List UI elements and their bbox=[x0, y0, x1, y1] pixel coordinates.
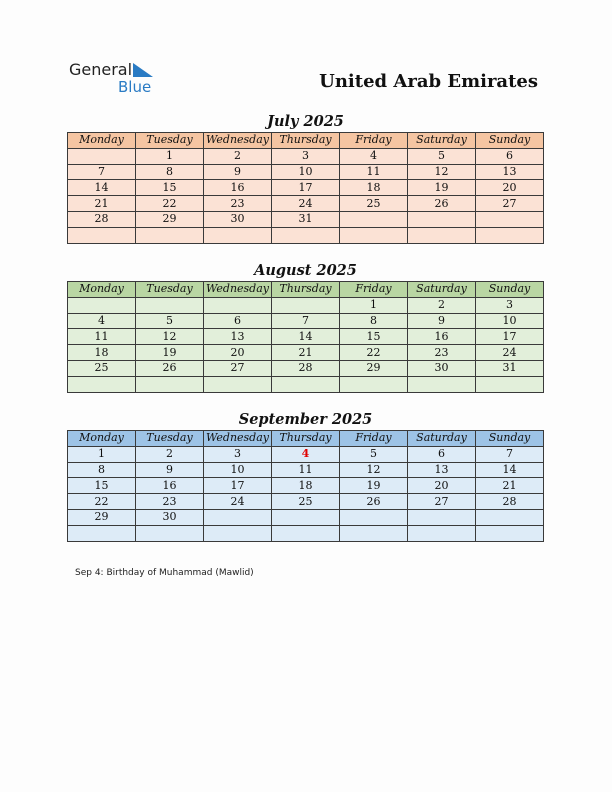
weekday-header: Friday bbox=[340, 133, 408, 149]
day-cell: 12 bbox=[408, 164, 476, 180]
day-cell: 24 bbox=[476, 345, 544, 361]
week-row bbox=[68, 329, 544, 345]
day-cell: 13 bbox=[408, 462, 476, 478]
week-row bbox=[68, 164, 544, 180]
weekday-header: Sunday bbox=[476, 282, 544, 298]
day-cell bbox=[68, 148, 136, 164]
day-cell: 17 bbox=[476, 329, 544, 345]
day-cell: 2 bbox=[204, 148, 272, 164]
day-cell bbox=[204, 525, 272, 541]
day-cell: 17 bbox=[204, 478, 272, 494]
day-cell: 29 bbox=[136, 211, 204, 227]
weekday-header: Friday bbox=[340, 431, 408, 447]
day-cell: 27 bbox=[204, 360, 272, 376]
day-cell: 10 bbox=[272, 164, 340, 180]
day-cell: 14 bbox=[476, 462, 544, 478]
day-cell: 13 bbox=[476, 164, 544, 180]
weekday-header: Thursday bbox=[272, 431, 340, 447]
week-row bbox=[68, 211, 544, 227]
day-cell: 19 bbox=[340, 478, 408, 494]
week-row bbox=[68, 345, 544, 361]
country-title: United Arab Emirates bbox=[319, 71, 538, 92]
day-cell bbox=[204, 297, 272, 313]
day-cell bbox=[408, 525, 476, 541]
day-cell: 30 bbox=[136, 509, 204, 525]
day-cell: 1 bbox=[136, 148, 204, 164]
holiday-day-cell: 4 bbox=[272, 446, 340, 462]
day-cell bbox=[68, 376, 136, 392]
weekday-header: Tuesday bbox=[136, 282, 204, 298]
day-cell bbox=[272, 525, 340, 541]
day-cell bbox=[340, 509, 408, 525]
weekday-header: Monday bbox=[68, 282, 136, 298]
day-cell: 9 bbox=[204, 164, 272, 180]
day-cell bbox=[340, 376, 408, 392]
day-cell: 9 bbox=[408, 313, 476, 329]
day-cell: 22 bbox=[68, 494, 136, 510]
day-cell: 18 bbox=[340, 180, 408, 196]
weekday-header: Saturday bbox=[408, 282, 476, 298]
weekday-header: Wednesday bbox=[204, 133, 272, 149]
day-cell: 8 bbox=[68, 462, 136, 478]
generalblue-logo bbox=[69, 60, 169, 96]
day-cell bbox=[204, 509, 272, 525]
day-cell: 2 bbox=[136, 446, 204, 462]
calendar-table bbox=[67, 132, 544, 244]
day-cell: 25 bbox=[340, 196, 408, 212]
week-row bbox=[68, 525, 544, 541]
day-cell: 4 bbox=[68, 313, 136, 329]
month-september bbox=[67, 410, 544, 542]
week-row bbox=[68, 494, 544, 510]
day-cell bbox=[340, 227, 408, 243]
day-cell: 12 bbox=[340, 462, 408, 478]
day-cell: 6 bbox=[204, 313, 272, 329]
day-cell: 23 bbox=[136, 494, 204, 510]
day-cell: 21 bbox=[476, 478, 544, 494]
day-cell: 26 bbox=[136, 360, 204, 376]
day-cell: 30 bbox=[204, 211, 272, 227]
week-row bbox=[68, 360, 544, 376]
weekday-header: Friday bbox=[340, 282, 408, 298]
day-cell: 1 bbox=[340, 297, 408, 313]
day-cell bbox=[340, 525, 408, 541]
day-cell: 9 bbox=[136, 462, 204, 478]
day-cell: 11 bbox=[272, 462, 340, 478]
day-cell: 19 bbox=[136, 345, 204, 361]
day-cell: 20 bbox=[204, 345, 272, 361]
weekday-header: Saturday bbox=[408, 133, 476, 149]
day-cell: 30 bbox=[408, 360, 476, 376]
week-row bbox=[68, 313, 544, 329]
week-row bbox=[68, 509, 544, 525]
day-cell bbox=[408, 376, 476, 392]
weekday-header: Wednesday bbox=[204, 282, 272, 298]
day-cell bbox=[136, 297, 204, 313]
day-cell: 20 bbox=[476, 180, 544, 196]
day-cell: 31 bbox=[272, 211, 340, 227]
holiday-note: Sep 4: Birthday of Muhammad (Mawlid) bbox=[75, 568, 254, 578]
day-cell: 14 bbox=[68, 180, 136, 196]
day-cell: 28 bbox=[68, 211, 136, 227]
week-row bbox=[68, 180, 544, 196]
day-cell: 28 bbox=[476, 494, 544, 510]
day-cell bbox=[476, 211, 544, 227]
day-cell: 6 bbox=[476, 148, 544, 164]
day-cell: 18 bbox=[68, 345, 136, 361]
day-cell bbox=[136, 525, 204, 541]
day-cell: 16 bbox=[136, 478, 204, 494]
day-cell bbox=[272, 509, 340, 525]
day-cell: 22 bbox=[340, 345, 408, 361]
day-cell bbox=[476, 509, 544, 525]
day-cell: 7 bbox=[272, 313, 340, 329]
day-cell bbox=[68, 525, 136, 541]
logo-general-text: General bbox=[69, 60, 133, 79]
day-cell: 27 bbox=[476, 196, 544, 212]
day-cell: 26 bbox=[408, 196, 476, 212]
month-title: August 2025 bbox=[254, 262, 357, 279]
calendar-table bbox=[67, 281, 544, 393]
month-title: September 2025 bbox=[238, 411, 373, 428]
day-cell: 16 bbox=[408, 329, 476, 345]
week-row bbox=[68, 297, 544, 313]
day-cell: 25 bbox=[68, 360, 136, 376]
day-cell bbox=[204, 227, 272, 243]
weekday-header: Thursday bbox=[272, 282, 340, 298]
day-cell: 24 bbox=[204, 494, 272, 510]
month-august bbox=[67, 261, 544, 393]
day-cell: 29 bbox=[340, 360, 408, 376]
day-cell: 11 bbox=[340, 164, 408, 180]
day-cell: 19 bbox=[408, 180, 476, 196]
day-cell: 18 bbox=[272, 478, 340, 494]
day-cell bbox=[476, 227, 544, 243]
day-cell bbox=[272, 227, 340, 243]
day-cell bbox=[408, 211, 476, 227]
day-cell: 1 bbox=[68, 446, 136, 462]
day-cell: 21 bbox=[272, 345, 340, 361]
weekday-header: Monday bbox=[68, 133, 136, 149]
day-cell: 25 bbox=[272, 494, 340, 510]
day-cell: 7 bbox=[68, 164, 136, 180]
day-cell bbox=[136, 376, 204, 392]
weekday-header: Saturday bbox=[408, 431, 476, 447]
day-cell: 28 bbox=[272, 360, 340, 376]
weekday-header: Monday bbox=[68, 431, 136, 447]
day-cell: 26 bbox=[340, 494, 408, 510]
day-cell: 3 bbox=[204, 446, 272, 462]
day-cell: 4 bbox=[340, 148, 408, 164]
day-cell: 15 bbox=[136, 180, 204, 196]
day-cell: 31 bbox=[476, 360, 544, 376]
week-row bbox=[68, 446, 544, 462]
day-cell: 6 bbox=[408, 446, 476, 462]
day-cell: 15 bbox=[68, 478, 136, 494]
day-cell: 15 bbox=[340, 329, 408, 345]
day-cell bbox=[476, 376, 544, 392]
day-cell bbox=[272, 376, 340, 392]
day-cell: 2 bbox=[408, 297, 476, 313]
week-row bbox=[68, 227, 544, 243]
month-july bbox=[67, 112, 544, 244]
day-cell: 21 bbox=[68, 196, 136, 212]
day-cell: 11 bbox=[68, 329, 136, 345]
day-cell bbox=[272, 297, 340, 313]
weekday-header: Tuesday bbox=[136, 431, 204, 447]
week-row bbox=[68, 376, 544, 392]
day-cell: 14 bbox=[272, 329, 340, 345]
day-cell: 8 bbox=[340, 313, 408, 329]
weekday-header: Sunday bbox=[476, 133, 544, 149]
weekday-header: Wednesday bbox=[204, 431, 272, 447]
week-row bbox=[68, 462, 544, 478]
day-cell bbox=[408, 509, 476, 525]
logo-triangle-icon bbox=[133, 63, 153, 77]
calendar-table bbox=[67, 430, 544, 542]
day-cell bbox=[68, 297, 136, 313]
day-cell: 27 bbox=[408, 494, 476, 510]
week-row bbox=[68, 196, 544, 212]
weekday-header: Thursday bbox=[272, 133, 340, 149]
day-cell bbox=[340, 211, 408, 227]
day-cell bbox=[204, 376, 272, 392]
day-cell bbox=[136, 227, 204, 243]
weekday-header: Tuesday bbox=[136, 133, 204, 149]
day-cell bbox=[408, 227, 476, 243]
week-row bbox=[68, 148, 544, 164]
week-row bbox=[68, 478, 544, 494]
day-cell: 5 bbox=[340, 446, 408, 462]
day-cell: 3 bbox=[476, 297, 544, 313]
day-cell: 10 bbox=[476, 313, 544, 329]
month-title: July 2025 bbox=[267, 113, 344, 130]
day-cell: 22 bbox=[136, 196, 204, 212]
day-cell: 7 bbox=[476, 446, 544, 462]
day-cell: 17 bbox=[272, 180, 340, 196]
day-cell: 24 bbox=[272, 196, 340, 212]
day-cell: 5 bbox=[136, 313, 204, 329]
day-cell: 5 bbox=[408, 148, 476, 164]
day-cell: 23 bbox=[204, 196, 272, 212]
weekday-header: Sunday bbox=[476, 431, 544, 447]
day-cell: 8 bbox=[136, 164, 204, 180]
day-cell bbox=[68, 227, 136, 243]
day-cell: 20 bbox=[408, 478, 476, 494]
day-cell: 23 bbox=[408, 345, 476, 361]
day-cell: 13 bbox=[204, 329, 272, 345]
day-cell bbox=[476, 525, 544, 541]
day-cell: 29 bbox=[68, 509, 136, 525]
day-cell: 12 bbox=[136, 329, 204, 345]
day-cell: 3 bbox=[272, 148, 340, 164]
day-cell: 16 bbox=[204, 180, 272, 196]
logo-blue-text: Blue bbox=[118, 78, 152, 96]
day-cell: 10 bbox=[204, 462, 272, 478]
